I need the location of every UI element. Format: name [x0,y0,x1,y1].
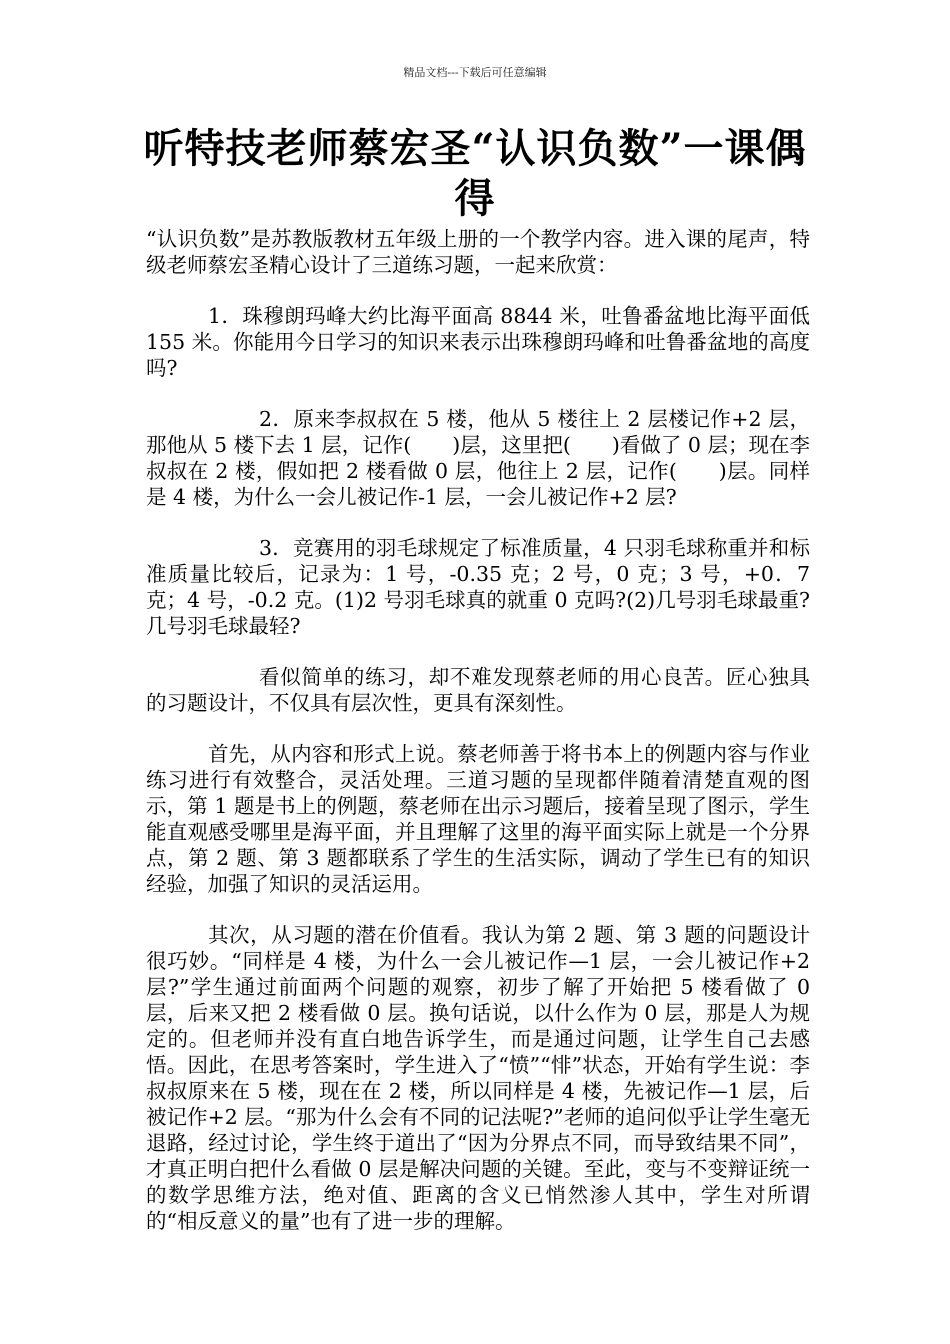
second-point-paragraph: 其次，从习题的潜在价值看。我认为第 2 题、第 3 题的问题设计很巧妙。“同样是 4 楼，为什么一会儿被记作—1 层，一会儿被记作+2 层?”学生通过前面两个问题的观察，初步了解了开始把 5 楼看做了 0 层，后来又把 2 楼看做 0 层。换句话说，以什么作为 0 层，那是人为规定的。但老师并没有直白地告诉学生，而是通过问题，让学生自己去感悟。因此，在思考答案时，学生进入了“愤”“悱”状态，开始有学生说：李叔叔原来在 5 楼，现在在 2 楼，所以同样是 4 楼，先被记作—1 层，后被记作+2 层。“那为什么会有不同的记法呢?”老师的追问似乎让学生毫无退路，经过讨论，学生终于道出了“因为分界点不同，而导致结果不同”，才真正明白把什么看做 0 层是解决问题的关键。至此，变与不变辩证统一的数学思维方法，绝对值、距离的含义已悄然渗人其中，学生对所谓的“相反意义的量”也有了进一步的理解。 [146,923,810,1233]
question-2-paragraph: 2．原来李叔叔在 5 楼，他从 5 楼往上 2 层楼记作+2 层，那他从 5 楼下去 1 层，记作( )层，这里把( )看做了 0 层；现在李叔叔在 2 楼，假如把 2 楼看做 0 层，他往上 2 层，记作( )层。同样是 4 楼，为什么一会儿被记作-1 层，一会儿被记作+2 层? [146,407,810,509]
first-point-paragraph: 首先，从内容和形式上说。蔡老师善于将书本上的例题内容与作业练习进行有效整合，灵活处理。三道习题的呈现都伴随着清楚直观的图示，第 1 题是书上的例题，蔡老师在出示习题后，接着呈现了图示，学生能直观感受哪里是海平面，并且理解了这里的海平面实际上就是一个分界点，第 2 题、第 3 题都联系了学生的生活实际，调动了学生已有的知识经验，加强了知识的灵活运用。 [146,742,810,896]
comment-paragraph: 看似简单的练习，却不难发现蔡老师的用心良苦。匠心独具的习题设计，不仅具有层次性，更具有深刻性。 [146,665,810,715]
document-title: 听特技老师蔡宏圣“认识负数”一课偶得 [143,125,807,222]
document-body [146,226,810,1259]
header-note: 精品文档---下载后可任意编辑 [403,66,547,79]
intro-paragraph: “认识负数”是苏教版教材五年级上册的一个教学内容。进入课的尾声，特级老师蔡宏圣精心设计了三道练习题，一起来欣赏： [146,227,810,277]
question-1-paragraph: 1．珠穆朗玛峰大约比海平面高 8844 米，吐鲁番盆地比海平面低 155 米。你能用今日学习的知识来表示出珠穆朗玛峰和吐鲁番盆地的高度吗? [146,304,810,380]
question-3-paragraph: 3．竞赛用的羽毛球规定了标准质量，4 只羽毛球称重并和标准质量比较后，记录为：1 号，-0.35 克；2 号，0 克；3 号，+0．7 克；4 号，-0.2 克。(1)2 号羽毛球真的就重 0 克吗?(2)几号羽毛球最重?几号羽毛球最轻? [146,536,810,638]
